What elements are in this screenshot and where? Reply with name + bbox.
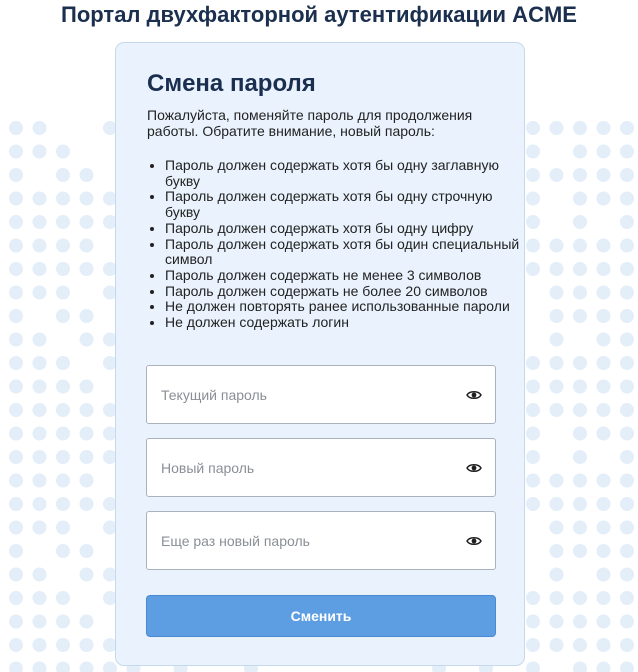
background-dot (56, 239, 70, 253)
background-dot (526, 239, 540, 253)
background-dot (9, 168, 23, 182)
background-dot (80, 474, 94, 488)
background-dot (56, 309, 70, 323)
background-dot (80, 262, 94, 276)
password-rule: • Пароль должен содержать хотя бы одну строчную букву (165, 189, 525, 220)
background-dot (33, 615, 47, 629)
background-dot (33, 145, 47, 159)
background-dot (33, 521, 47, 535)
background-dot (9, 239, 23, 253)
background-dot (9, 262, 23, 276)
background-dot (56, 192, 70, 206)
background-dot (620, 544, 634, 558)
background-dot (620, 497, 634, 511)
password-rule: • Пароль должен содержать хотя бы один специальный символ (165, 237, 525, 268)
background-dot (550, 168, 564, 182)
eye-icon[interactable] (466, 460, 482, 476)
background-dot (33, 662, 47, 672)
background-dot (597, 192, 611, 206)
background-dot (526, 145, 540, 159)
background-dot (573, 380, 587, 394)
password-rule: • Пароль должен содержать не менее 3 символов (165, 268, 525, 284)
background-dot (550, 615, 564, 629)
background-dot (573, 591, 587, 605)
background-dot (33, 215, 47, 229)
background-dot (9, 215, 23, 229)
background-dot (573, 192, 587, 206)
background-dot (56, 662, 70, 672)
background-dot (9, 192, 23, 206)
background-dot (620, 521, 634, 535)
background-dot (597, 591, 611, 605)
background-dot (80, 380, 94, 394)
background-dot (33, 568, 47, 582)
background-dot (550, 474, 564, 488)
background-dot (9, 427, 23, 441)
background-dot (9, 638, 23, 652)
background-dot (9, 497, 23, 511)
background-dot (550, 380, 564, 394)
eye-icon[interactable] (466, 533, 482, 549)
background-dot (526, 450, 540, 464)
background-dot (56, 168, 70, 182)
background-dot (550, 309, 564, 323)
background-dot (550, 262, 564, 276)
background-dot (597, 427, 611, 441)
current-password-field (146, 365, 496, 424)
background-dot (56, 403, 70, 417)
background-dot (620, 286, 634, 300)
background-dot (56, 427, 70, 441)
background-dot (620, 145, 634, 159)
background-dot (9, 333, 23, 347)
background-dot (620, 427, 634, 441)
change-password-button[interactable]: Сменить (146, 595, 496, 637)
background-dot (80, 638, 94, 652)
background-dot (9, 450, 23, 464)
current-password-input[interactable] (161, 366, 451, 423)
background-dot (9, 474, 23, 488)
background-dot (620, 474, 634, 488)
background-dot (80, 333, 94, 347)
background-dot (56, 262, 70, 276)
background-dot (573, 168, 587, 182)
background-dot (550, 403, 564, 417)
background-dot (573, 450, 587, 464)
background-dot (620, 380, 634, 394)
background-dot (620, 121, 634, 135)
background-dot (56, 286, 70, 300)
background-dot (80, 615, 94, 629)
background-dot (573, 239, 587, 253)
background-dot (620, 239, 634, 253)
card-intro-text: Пожалуйста, поменяйте пароль для продолжения работы. Обратите внимание, новый пароль: (147, 107, 473, 139)
password-rule: • Не должен повторять ранее использованные пароли (165, 299, 525, 315)
background-dot (597, 145, 611, 159)
background-dot (80, 497, 94, 511)
background-dot (526, 215, 540, 229)
background-dot (33, 239, 47, 253)
background-dot (80, 662, 94, 672)
background-dot (597, 333, 611, 347)
background-dot (526, 121, 540, 135)
background-dot (573, 309, 587, 323)
background-dot (597, 497, 611, 511)
background-dot (550, 333, 564, 347)
background-dot (573, 403, 587, 417)
background-dot (550, 286, 564, 300)
new-password-field (146, 438, 496, 497)
background-dot (9, 380, 23, 394)
background-dot (597, 615, 611, 629)
background-dot (80, 544, 94, 558)
background-dot (33, 192, 47, 206)
background-dot (573, 638, 587, 652)
background-dot (573, 474, 587, 488)
background-dot (620, 356, 634, 370)
password-rule: • Не должен содержать логин (165, 315, 525, 331)
background-dot (620, 662, 634, 672)
background-dot (597, 662, 611, 672)
background-dot (526, 474, 540, 488)
background-dot (33, 427, 47, 441)
background-dot (620, 403, 634, 417)
eye-icon[interactable] (466, 387, 482, 403)
background-dot (56, 450, 70, 464)
password-rule: • Пароль должен содержать хотя бы одну цифру (165, 221, 525, 237)
background-dot (526, 615, 540, 629)
background-dot (526, 638, 540, 652)
background-dot (620, 262, 634, 276)
portal-title: Портал двухфакторной аутентификации ACME (61, 2, 577, 27)
background-dot (620, 615, 634, 629)
background-dot (9, 662, 23, 672)
background-dot (33, 262, 47, 276)
background-dot (9, 403, 23, 417)
background-dot (550, 239, 564, 253)
background-dot (526, 591, 540, 605)
background-dot (597, 286, 611, 300)
background-dot (573, 544, 587, 558)
background-dot (103, 662, 117, 672)
background-dot (573, 427, 587, 441)
background-dot (9, 121, 23, 135)
background-dot (56, 215, 70, 229)
background-dot (573, 215, 587, 229)
background-dot (9, 615, 23, 629)
background-dot (56, 474, 70, 488)
background-dot (33, 286, 47, 300)
background-dot (526, 262, 540, 276)
background-dot (526, 380, 540, 394)
background-dot (597, 356, 611, 370)
background-dot (33, 638, 47, 652)
background-dot (526, 168, 540, 182)
background-dot (573, 497, 587, 511)
background-dot (526, 427, 540, 441)
background-dot (56, 638, 70, 652)
background-dot (526, 662, 540, 672)
background-dot (9, 356, 23, 370)
background-dot (80, 427, 94, 441)
background-dot (597, 403, 611, 417)
background-dot (550, 638, 564, 652)
repeat-password-field (146, 511, 496, 570)
background-dot (9, 286, 23, 300)
background-dot (33, 497, 47, 511)
background-dot (550, 497, 564, 511)
background-dot (33, 333, 47, 347)
background-dot (550, 521, 564, 535)
background-dot (550, 568, 564, 582)
background-dot (56, 380, 70, 394)
background-dot (9, 568, 23, 582)
new-password-input[interactable] (161, 439, 451, 496)
background-dot (573, 286, 587, 300)
background-dot (80, 403, 94, 417)
background-dot (597, 521, 611, 535)
background-dot (620, 168, 634, 182)
background-dot (550, 591, 564, 605)
password-rule: • Пароль должен содержать хотя бы одну заглавную букву (165, 158, 525, 189)
background-dot (80, 192, 94, 206)
background-dot (597, 121, 611, 135)
background-dot (597, 474, 611, 488)
background-dot (33, 356, 47, 370)
background-dot (573, 356, 587, 370)
background-dot (80, 215, 94, 229)
repeat-password-input[interactable] (161, 512, 451, 569)
background-dot (526, 356, 540, 370)
background-dot (620, 215, 634, 229)
background-dot (80, 168, 94, 182)
background-dot (597, 262, 611, 276)
background-dot (9, 145, 23, 159)
background-dot (56, 521, 70, 535)
background-dot (526, 497, 540, 511)
background-dot (56, 497, 70, 511)
background-dot (597, 568, 611, 582)
background-dot (620, 192, 634, 206)
background-dot (56, 591, 70, 605)
background-dot (620, 591, 634, 605)
password-rule: • Пароль должен содержать не более 20 символов (165, 284, 525, 300)
background-dot (33, 380, 47, 394)
background-dot (597, 309, 611, 323)
background-dot (620, 638, 634, 652)
background-dot (526, 403, 540, 417)
background-dot (573, 521, 587, 535)
change-password-card (115, 42, 525, 666)
background-dot (80, 450, 94, 464)
background-dot (9, 309, 23, 323)
background-dot (597, 239, 611, 253)
background-dot (550, 121, 564, 135)
card-title: Смена пароля (147, 70, 316, 97)
background-dot (33, 403, 47, 417)
background-dot (9, 521, 23, 535)
background-dot (9, 591, 23, 605)
background-dot (33, 450, 47, 464)
background-dot (620, 309, 634, 323)
background-dot (620, 450, 634, 464)
background-dot (573, 262, 587, 276)
background-dot (9, 544, 23, 558)
background-dot (597, 638, 611, 652)
background-dot (56, 145, 70, 159)
background-dot (573, 662, 587, 672)
background-dot (550, 356, 564, 370)
background-dot (33, 474, 47, 488)
background-dot (56, 615, 70, 629)
background-dot (620, 333, 634, 347)
background-dot (597, 380, 611, 394)
background-dot (33, 121, 47, 135)
background-dot (33, 591, 47, 605)
background-dot (597, 544, 611, 558)
background-dot (526, 192, 540, 206)
background-dot (80, 568, 94, 582)
background-dot (573, 121, 587, 135)
password-rules-list (147, 158, 525, 331)
background-dot (550, 544, 564, 558)
background-dot (597, 168, 611, 182)
background-dot (80, 309, 94, 323)
background-dot (56, 356, 70, 370)
background-dot (620, 568, 634, 582)
background-dot (80, 239, 94, 253)
background-dot (573, 615, 587, 629)
background-dot (56, 544, 70, 558)
background-dot (573, 145, 587, 159)
